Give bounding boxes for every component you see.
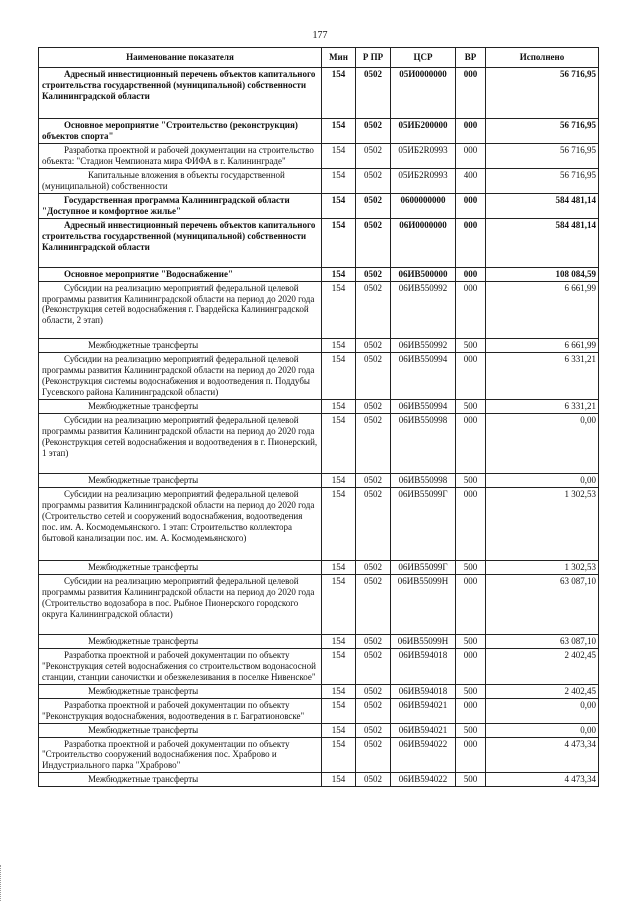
cell-csr: 06ИВ594021 xyxy=(391,698,456,723)
cell-rpr: 0502 xyxy=(356,143,391,168)
cell-csr: 06ИВ594021 xyxy=(391,723,456,737)
cell-csr: 06ИВ550998 xyxy=(391,414,456,474)
table-row xyxy=(39,773,599,787)
table-row xyxy=(39,281,599,339)
cell-name: Субсидии на реализацию мероприятий федеральной целевой программы развития Калининградской области на период до 2020 года (Реконструкция сетей водоснабжения г. Гвардейска Калининградской области, 2 этап) xyxy=(39,281,322,339)
cell-vr: 500 xyxy=(456,634,486,648)
cell-sum: 2 402,45 xyxy=(486,684,599,698)
cell-min: 154 xyxy=(322,474,356,488)
table-body xyxy=(39,68,599,787)
cell-name: Межбюджетные трансферты xyxy=(39,339,322,353)
cell-rpr: 0502 xyxy=(356,118,391,143)
cell-rpr: 0502 xyxy=(356,474,391,488)
cell-name: Субсидии на реализацию мероприятий федеральной целевой программы развития Калининградской области на период до 2020 года (Строительство водозабора в пос. Рыбное Пионерского городского округа Калининградской области) xyxy=(39,574,322,634)
cell-min: 154 xyxy=(322,698,356,723)
table-row xyxy=(39,267,599,281)
cell-rpr: 0502 xyxy=(356,723,391,737)
cell-csr: 06ИВ55099Н xyxy=(391,574,456,634)
cell-csr: 06ИВ550994 xyxy=(391,400,456,414)
cell-rpr: 0502 xyxy=(356,353,391,400)
cell-csr: 0600000000 xyxy=(391,193,456,218)
cell-rpr: 0502 xyxy=(356,634,391,648)
cell-rpr: 0502 xyxy=(356,574,391,634)
cell-rpr: 0502 xyxy=(356,168,391,193)
cell-rpr: 0502 xyxy=(356,773,391,787)
cell-vr: 500 xyxy=(456,684,486,698)
cell-sum: 1 302,53 xyxy=(486,488,599,561)
cell-sum: 56 716,95 xyxy=(486,68,599,119)
cell-csr: 05ИБ2R0993 xyxy=(391,168,456,193)
table-row xyxy=(39,737,599,773)
cell-sum: 6 331,21 xyxy=(486,353,599,400)
cell-name: Разработка проектной и рабочей документации по объекту "Реконструкция водоснабжения, водоотведения в г. Багратионовске" xyxy=(39,698,322,723)
cell-min: 154 xyxy=(322,281,356,339)
cell-rpr: 0502 xyxy=(356,218,391,267)
cell-vr: 000 xyxy=(456,488,486,561)
cell-sum: 4 473,34 xyxy=(486,737,599,773)
cell-name: Государственная программа Калининградской области "Доступное и комфортное жилье" xyxy=(39,193,322,218)
cell-csr: 06ИВ594022 xyxy=(391,773,456,787)
cell-min: 154 xyxy=(322,560,356,574)
table-row xyxy=(39,698,599,723)
table-row xyxy=(39,574,599,634)
column-header-rpr: Р ПР xyxy=(356,48,391,68)
cell-vr: 500 xyxy=(456,474,486,488)
cell-min: 154 xyxy=(322,68,356,119)
cell-sum: 0,00 xyxy=(486,414,599,474)
cell-min: 154 xyxy=(322,339,356,353)
cell-min: 154 xyxy=(322,193,356,218)
cell-vr: 000 xyxy=(456,118,486,143)
column-header-sum: Исполнено xyxy=(486,48,599,68)
cell-vr: 500 xyxy=(456,723,486,737)
column-header-name: Наименование показателя xyxy=(39,48,322,68)
cell-sum: 0,00 xyxy=(486,723,599,737)
table-row xyxy=(39,414,599,474)
cell-csr: 06ИВ55099Г xyxy=(391,560,456,574)
report-table xyxy=(38,47,599,787)
cell-rpr: 0502 xyxy=(356,193,391,218)
cell-min: 154 xyxy=(322,353,356,400)
cell-vr: 000 xyxy=(456,698,486,723)
cell-min: 154 xyxy=(322,634,356,648)
table-row xyxy=(39,339,599,353)
cell-sum: 0,00 xyxy=(486,698,599,723)
table-row xyxy=(39,474,599,488)
cell-csr: 06ИВ594022 xyxy=(391,737,456,773)
cell-name: Межбюджетные трансферты xyxy=(39,773,322,787)
table-row xyxy=(39,684,599,698)
cell-rpr: 0502 xyxy=(356,488,391,561)
cell-name: Разработка проектной и рабочей документации по объекту "Реконструкция сетей водоснабжения со строительством водонасосной станции, станции саночистки и обезжелезивания в поселке Нивенское" xyxy=(39,648,322,684)
table-row xyxy=(39,560,599,574)
cell-sum: 584 481,14 xyxy=(486,193,599,218)
column-header-min: Мин xyxy=(322,48,356,68)
table-row xyxy=(39,723,599,737)
cell-vr: 000 xyxy=(456,267,486,281)
cell-rpr: 0502 xyxy=(356,281,391,339)
cell-name: Основное мероприятие "Строительство (реконструкция) объектов спорта" xyxy=(39,118,322,143)
cell-sum: 2 402,45 xyxy=(486,648,599,684)
cell-name: Межбюджетные трансферты xyxy=(39,400,322,414)
cell-csr: 06ИВ550992 xyxy=(391,281,456,339)
cell-vr: 000 xyxy=(456,414,486,474)
cell-vr: 000 xyxy=(456,193,486,218)
cell-csr: 05ИБ200000 xyxy=(391,118,456,143)
table-row xyxy=(39,193,599,218)
cell-sum: 4 473,34 xyxy=(486,773,599,787)
cell-rpr: 0502 xyxy=(356,684,391,698)
cell-name: Адресный инвестиционный перечень объектов капитального строительства государственной (муниципальной) собственности Калининградской области xyxy=(39,218,322,267)
cell-name: Субсидии на реализацию мероприятий федеральной целевой программы развития Калининградской области на период до 2020 года (Реконструкция системы водоснабжения и водоотведения п. Поддубы Гусевского района Калининградской области) xyxy=(39,353,322,400)
cell-sum: 56 716,95 xyxy=(486,168,599,193)
cell-min: 154 xyxy=(322,414,356,474)
table-row xyxy=(39,68,599,119)
cell-name: Межбюджетные трансферты xyxy=(39,474,322,488)
cell-name: Разработка проектной и рабочей документации по объекту "Строительство сооружений водоснабжения пос. Храброво и Индустриального парка "Храброво" xyxy=(39,737,322,773)
cell-sum: 56 716,95 xyxy=(486,118,599,143)
cell-rpr: 0502 xyxy=(356,400,391,414)
cell-name: Субсидии на реализацию мероприятий федеральной целевой программы развития Калининградской области на период до 2020 года (Строительство сетей и сооружений водоснабжения, водоотведения пос. им. А. Космодемьянского. 1 этап: Строительство коллектора бытовой канализации пос. им. А. Космодемьянского) xyxy=(39,488,322,561)
cell-sum: 6 661,99 xyxy=(486,339,599,353)
cell-csr: 06И0000000 xyxy=(391,218,456,267)
cell-sum: 6 661,99 xyxy=(486,281,599,339)
cell-csr: 05И0000000 xyxy=(391,68,456,119)
cell-csr: 06ИВ594018 xyxy=(391,648,456,684)
cell-min: 154 xyxy=(322,684,356,698)
cell-min: 154 xyxy=(322,118,356,143)
cell-vr: 400 xyxy=(456,168,486,193)
cell-min: 154 xyxy=(322,267,356,281)
cell-name: Разработка проектной и рабочей документации на строительство объекта: "Стадион Чемпионата мира ФИФА в г. Калининграде" xyxy=(39,143,322,168)
cell-rpr: 0502 xyxy=(356,737,391,773)
cell-rpr: 0502 xyxy=(356,648,391,684)
cell-name: Субсидии на реализацию мероприятий федеральной целевой программы развития Калининградской области на период до 2020 года (Реконструкция сетей водоснабжения и водоотведения в г. Пионерский, 1 этап) xyxy=(39,414,322,474)
cell-name: Основное мероприятие "Водоснабжение" xyxy=(39,267,322,281)
column-header-vr: ВР xyxy=(456,48,486,68)
cell-vr: 000 xyxy=(456,281,486,339)
page-number: 177 xyxy=(312,30,328,41)
cell-vr: 500 xyxy=(456,400,486,414)
cell-name: Межбюджетные трансферты xyxy=(39,560,322,574)
cell-sum: 1 302,53 xyxy=(486,560,599,574)
cell-sum: 56 716,95 xyxy=(486,143,599,168)
table-row xyxy=(39,218,599,267)
cell-vr: 500 xyxy=(456,560,486,574)
cell-rpr: 0502 xyxy=(356,339,391,353)
cell-min: 154 xyxy=(322,574,356,634)
cell-vr: 000 xyxy=(456,143,486,168)
cell-name: Межбюджетные трансферты xyxy=(39,634,322,648)
table-row xyxy=(39,488,599,561)
cell-min: 154 xyxy=(322,143,356,168)
cell-vr: 000 xyxy=(456,648,486,684)
cell-rpr: 0502 xyxy=(356,560,391,574)
cell-min: 154 xyxy=(322,773,356,787)
cell-csr: 06ИВ550998 xyxy=(391,474,456,488)
cell-name: Адресный инвестиционный перечень объектов капитального строительства государственной (муниципальной) собственности Калининградской области xyxy=(39,68,322,119)
cell-min: 154 xyxy=(322,168,356,193)
column-header-csr: ЦСР xyxy=(391,48,456,68)
cell-sum: 0,00 xyxy=(486,474,599,488)
cell-csr: 06ИВ55099Н xyxy=(391,634,456,648)
table-row xyxy=(39,400,599,414)
cell-sum: 584 481,14 xyxy=(486,218,599,267)
cell-vr: 000 xyxy=(456,574,486,634)
cell-rpr: 0502 xyxy=(356,267,391,281)
cell-min: 154 xyxy=(322,723,356,737)
table-row xyxy=(39,634,599,648)
table-row xyxy=(39,353,599,400)
table-row xyxy=(39,118,599,143)
cell-min: 154 xyxy=(322,400,356,414)
cell-csr: 06ИВ550994 xyxy=(391,353,456,400)
cell-sum: 108 084,59 xyxy=(486,267,599,281)
cell-csr: 05ИБ2R0993 xyxy=(391,143,456,168)
cell-rpr: 0502 xyxy=(356,414,391,474)
cell-name: Межбюджетные трансферты xyxy=(39,723,322,737)
cell-min: 154 xyxy=(322,737,356,773)
table-row xyxy=(39,143,599,168)
table-header-row xyxy=(39,48,599,68)
cell-csr: 06ИВ55099Г xyxy=(391,488,456,561)
cell-name: Межбюджетные трансферты xyxy=(39,684,322,698)
cell-name: Капитальные вложения в объекты государственной (муниципальной) собственности xyxy=(39,168,322,193)
cell-csr: 06ИВ550992 xyxy=(391,339,456,353)
cell-vr: 500 xyxy=(456,773,486,787)
cell-rpr: 0502 xyxy=(356,698,391,723)
cell-vr: 500 xyxy=(456,339,486,353)
cell-sum: 63 087,10 xyxy=(486,634,599,648)
cell-vr: 000 xyxy=(456,737,486,773)
cell-rpr: 0502 xyxy=(356,68,391,119)
cell-vr: 000 xyxy=(456,218,486,267)
cell-min: 154 xyxy=(322,218,356,267)
cell-sum: 6 331,21 xyxy=(486,400,599,414)
cell-vr: 000 xyxy=(456,353,486,400)
cell-csr: 06ИВ594018 xyxy=(391,684,456,698)
cell-min: 154 xyxy=(322,648,356,684)
cell-sum: 63 087,10 xyxy=(486,574,599,634)
margin-marks xyxy=(0,865,7,901)
cell-min: 154 xyxy=(322,488,356,561)
table-row xyxy=(39,648,599,684)
cell-csr: 06ИВ500000 xyxy=(391,267,456,281)
cell-vr: 000 xyxy=(456,68,486,119)
table-row xyxy=(39,168,599,193)
